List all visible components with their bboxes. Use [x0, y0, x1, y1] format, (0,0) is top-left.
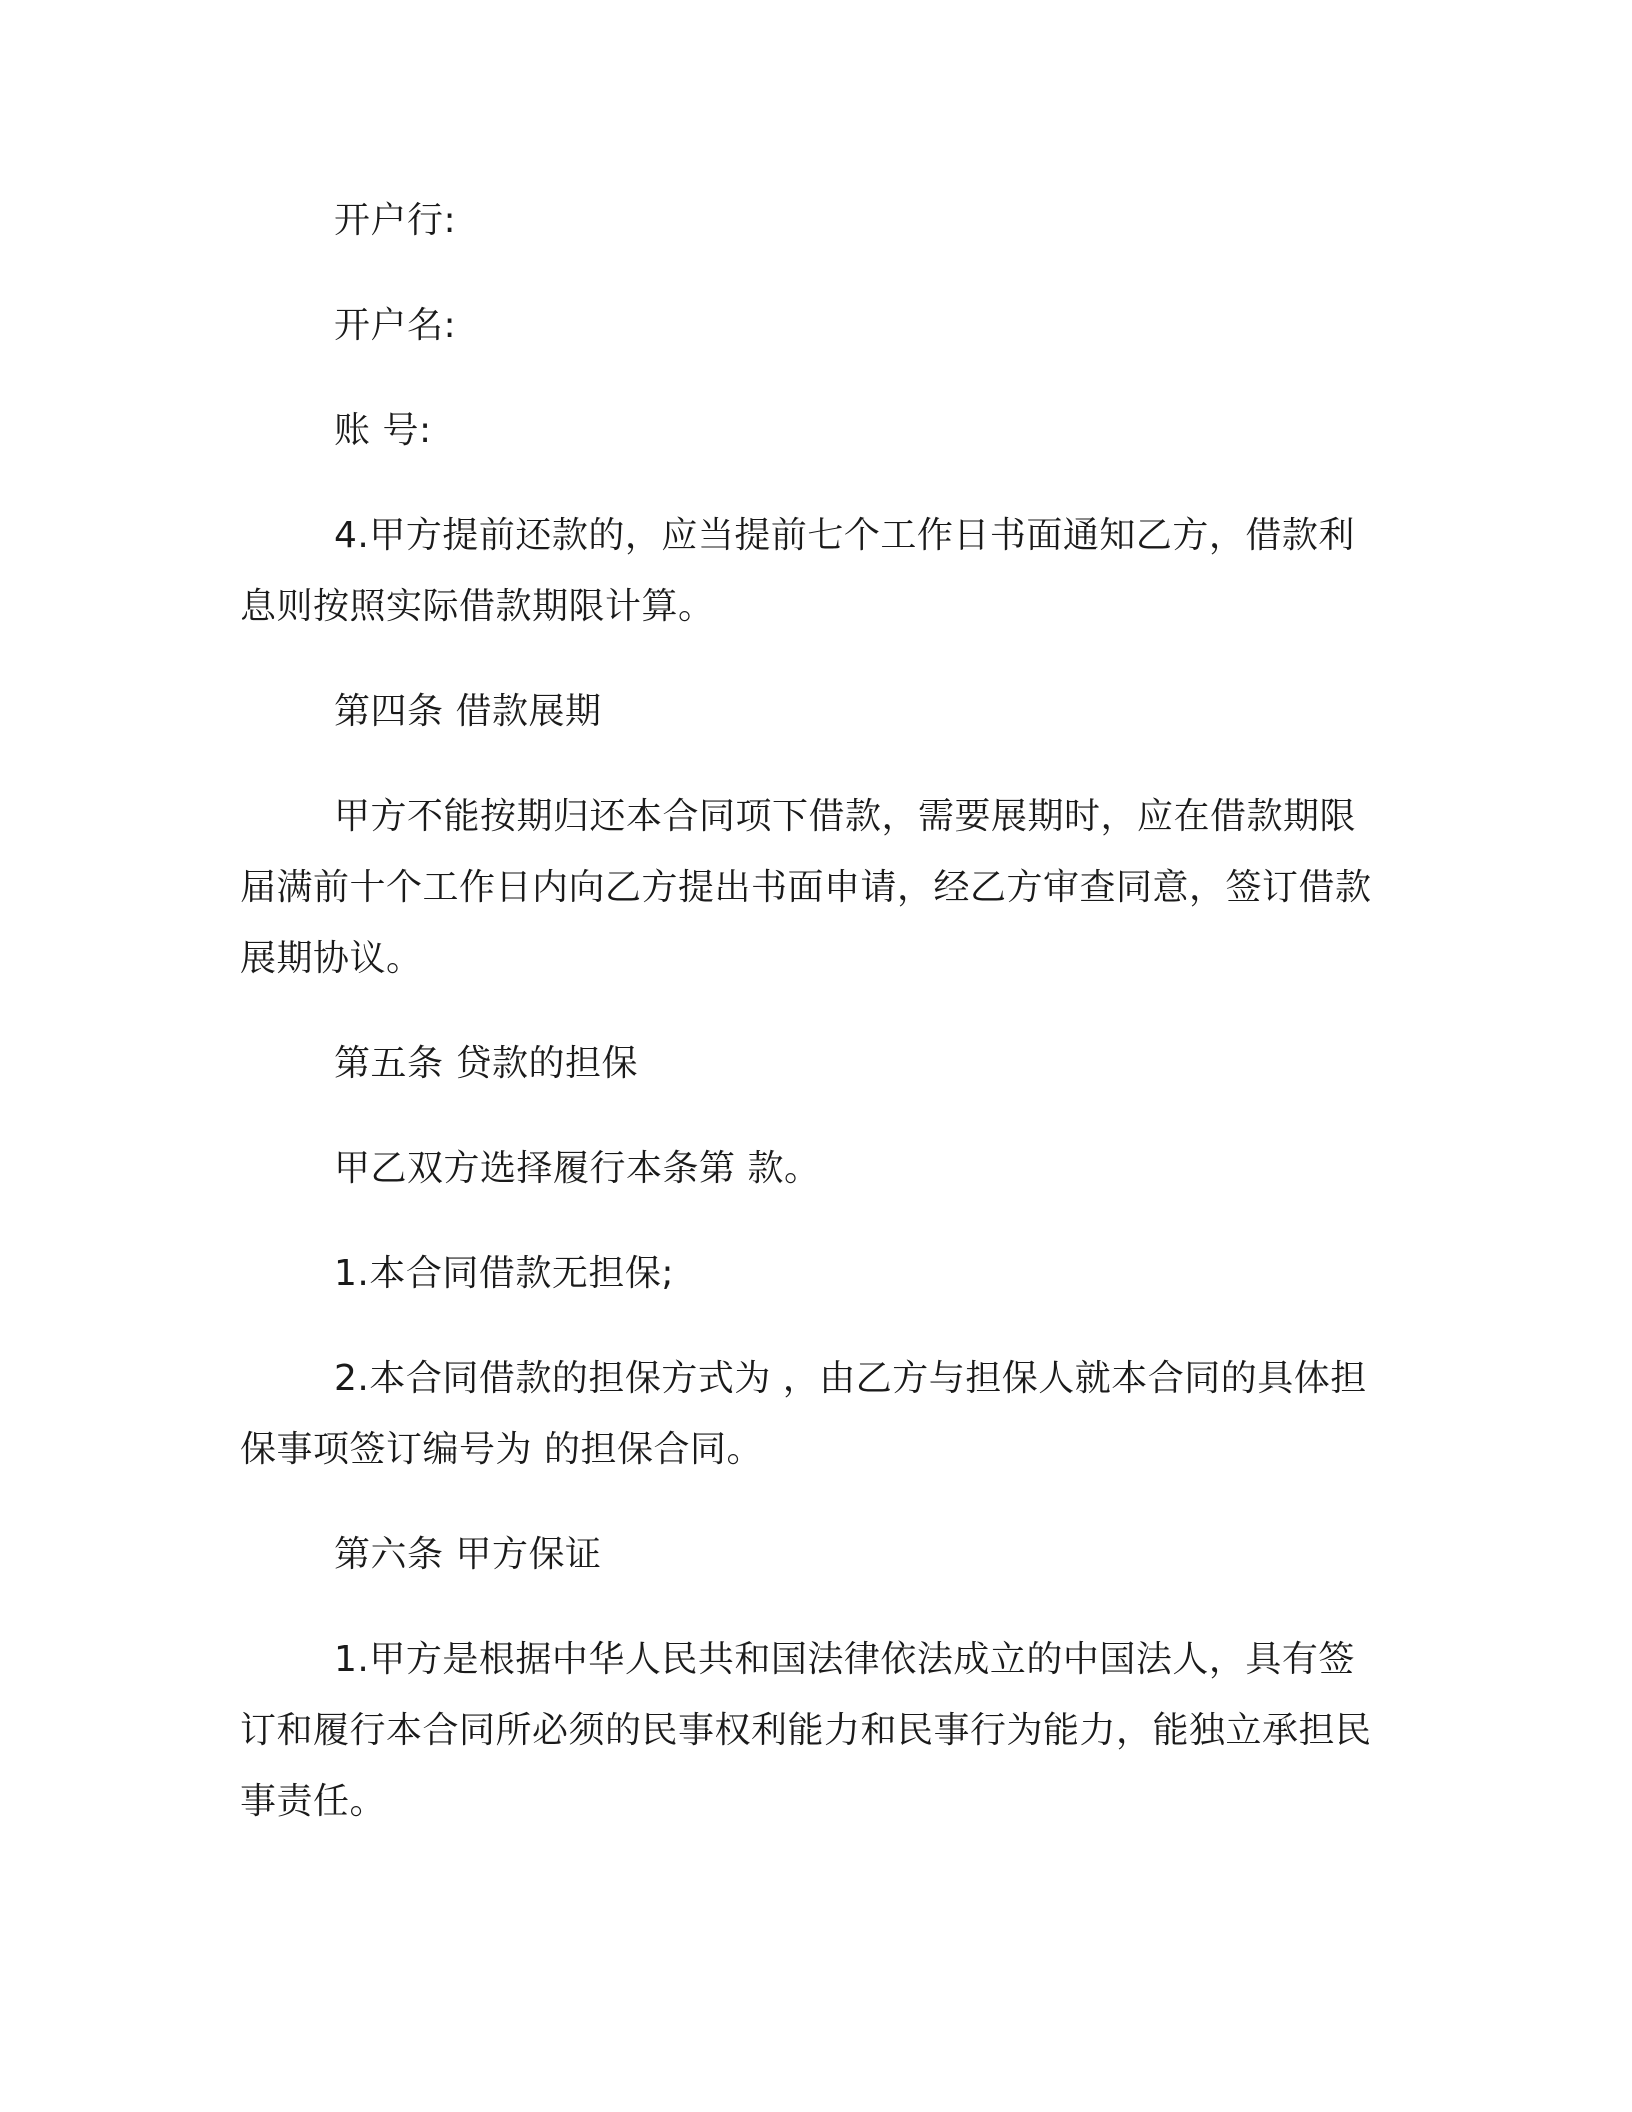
extension-clause: 甲方不能按期归还本合同项下借款，需要展期时，应在借款期限届满前十个工作日内向乙方提出书面申请，经乙方审查同意，签订借款展期协议。 — [240, 796, 1372, 979]
legal-person-clause: 1.甲方是根据中华人民共和国法律依法成立的中国法人，具有签订和履行本合同所必须的民事权利能力和民事行为能力，能独立承担民事责任。 — [240, 1639, 1372, 1822]
article-6-heading: 第六条 甲方保证 — [334, 1534, 602, 1575]
article-4-heading: 第四条 借款展期 — [334, 691, 602, 732]
bank-name-line: 开户行: — [334, 200, 457, 241]
guarantee-choice-clause: 甲乙双方选择履行本条第 款。 — [334, 1148, 821, 1189]
article-5-heading: 第五条 贷款的担保 — [334, 1043, 638, 1084]
document-body — [240, 185, 1380, 1837]
no-guarantee-clause: 1.本合同借款无担保; — [334, 1253, 674, 1294]
early-repayment-clause: 4.甲方提前还款的，应当提前七个工作日书面通知乙方，借款利息则按照实际借款期限计算。 — [240, 515, 1355, 627]
guarantee-method-clause: 2.本合同借款的担保方式为 ，由乙方与担保人就本合同的具体担保事项签订编号为 的担保合同。 — [240, 1358, 1367, 1470]
account-name-line: 开户名: — [334, 305, 457, 346]
account-number-line: 账 号: — [334, 410, 432, 451]
